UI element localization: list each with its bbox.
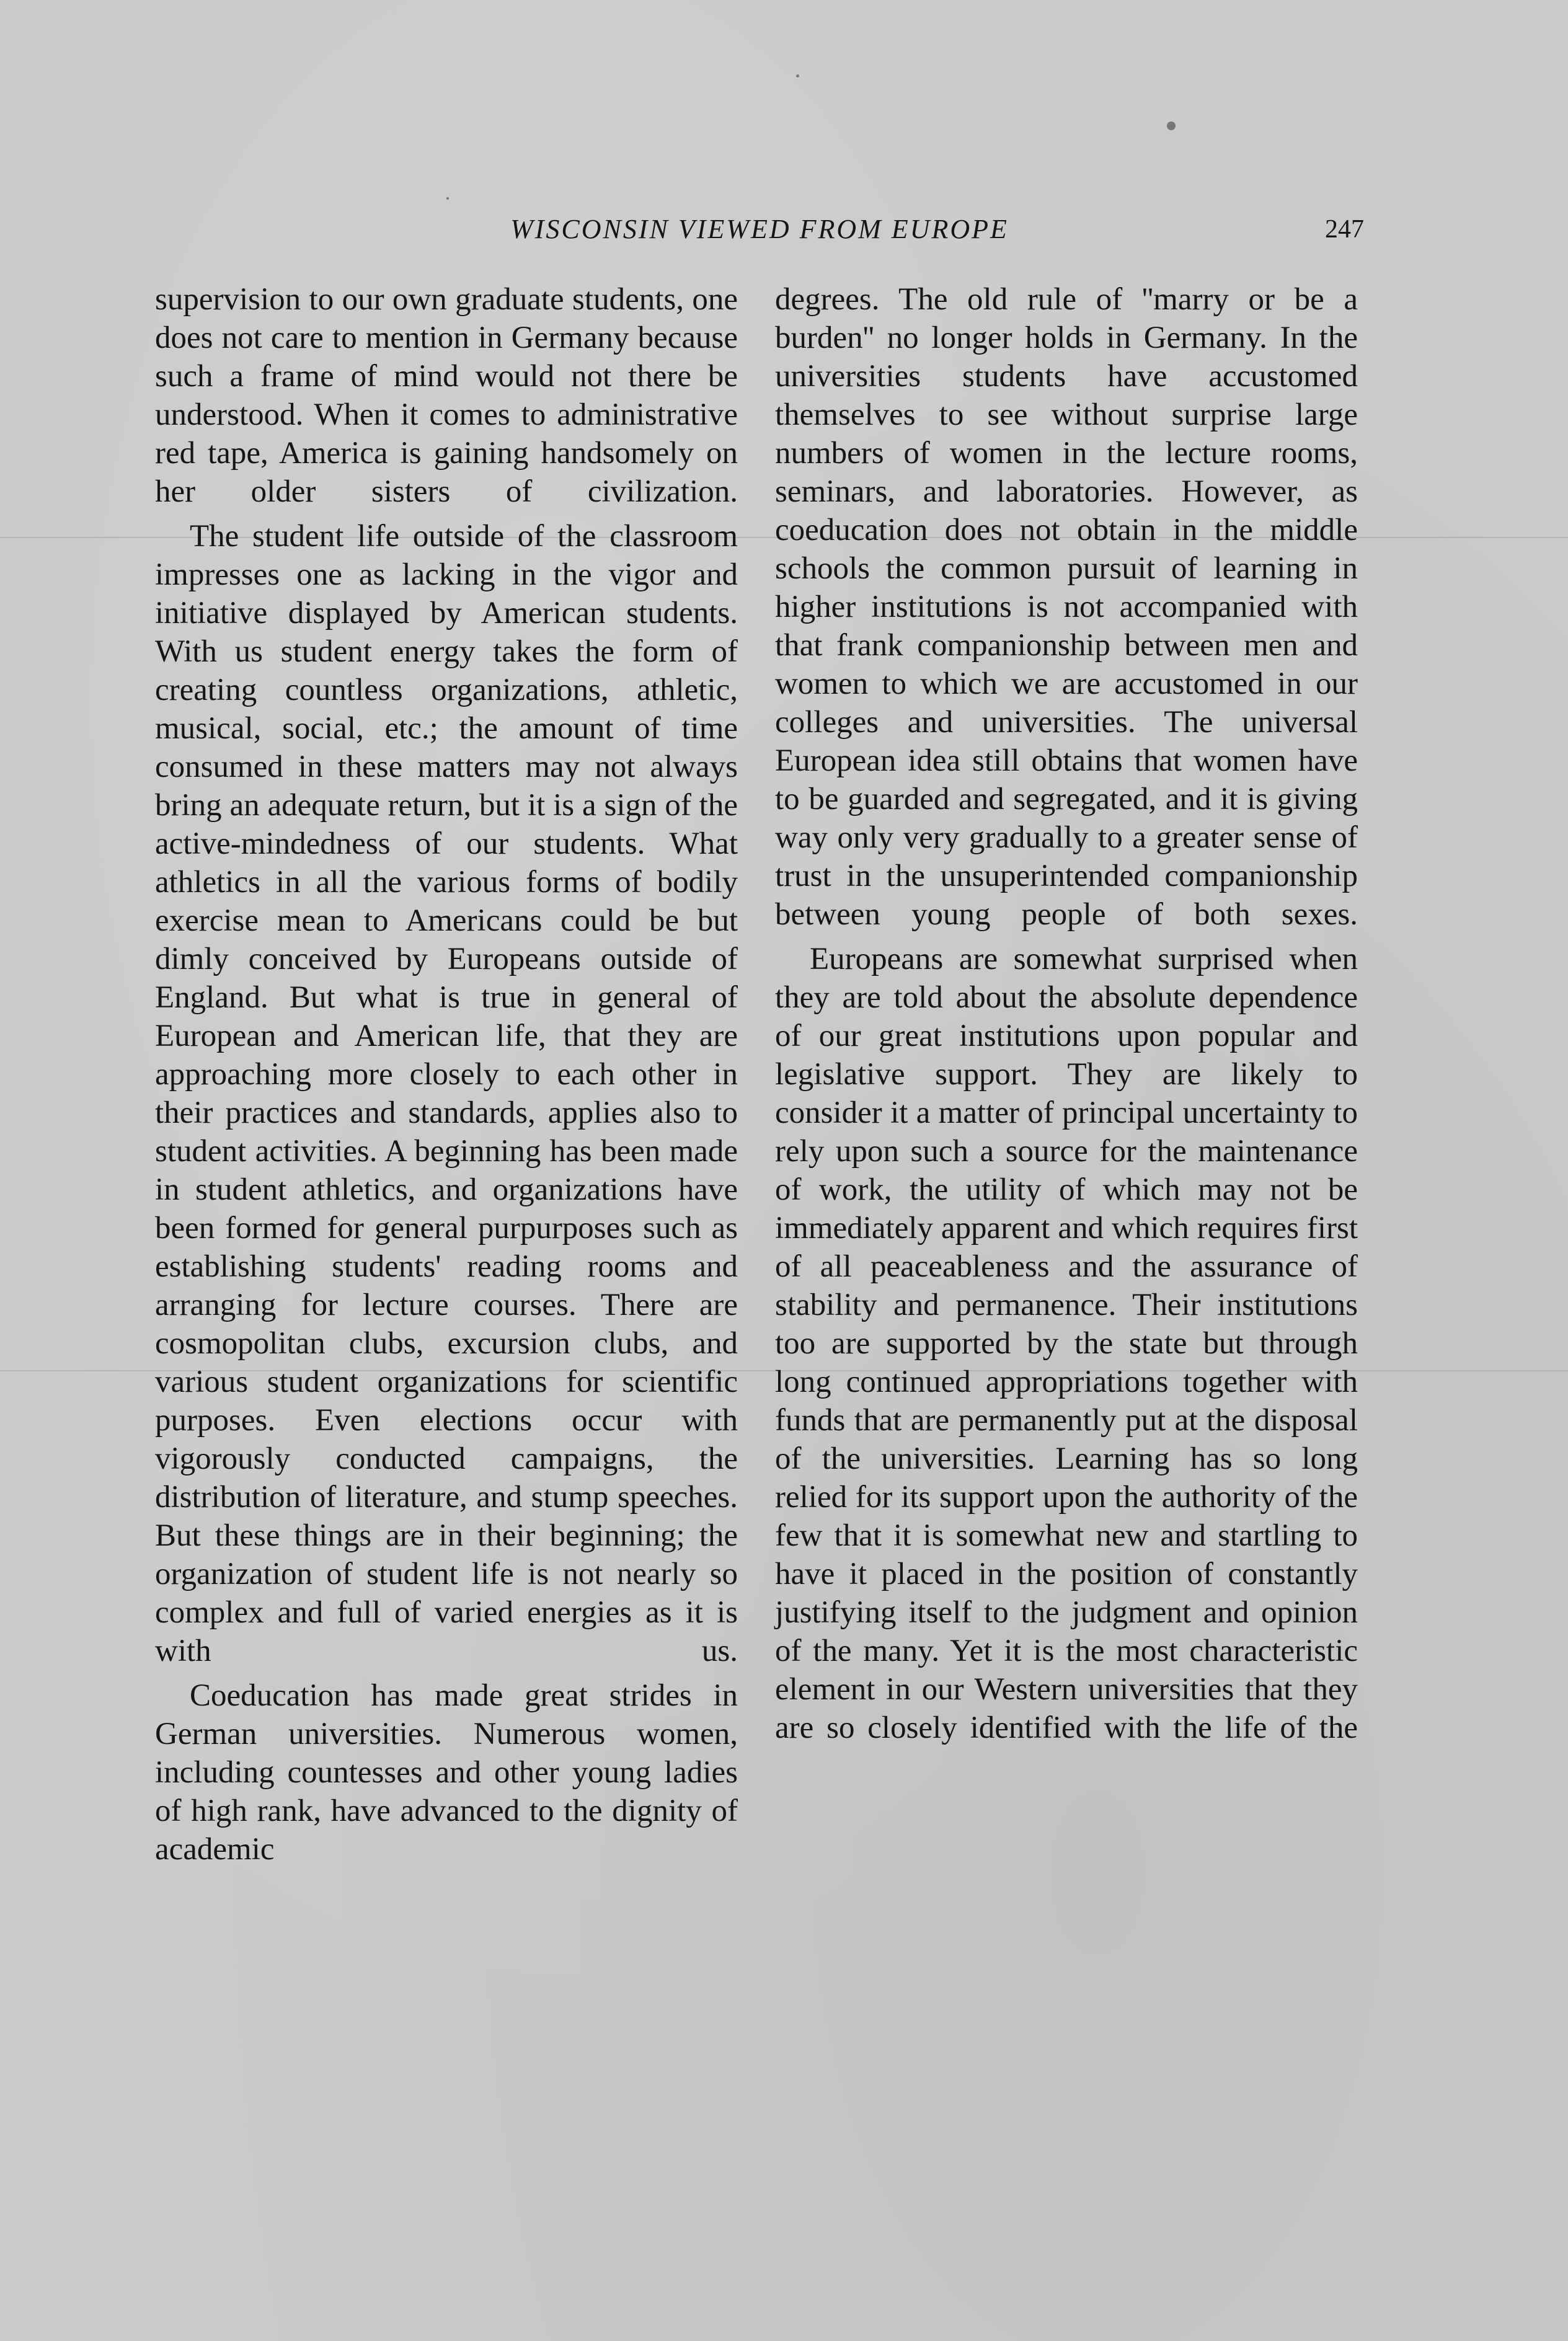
left-column <box>155 280 738 1875</box>
paper-speck <box>446 197 449 200</box>
paper-speck <box>796 74 799 77</box>
paragraph: Coeducation has made great strides in German universities. Numerous women, including countesses and other young ladies of high rank, have advanced to the dignity of academic <box>155 1678 738 1867</box>
paragraph: supervision to our own graduate students, one does not care to mention in Germany because such a frame of mind would not there be understood. When it comes to administrative red tape, America is gaining handsomely on her older sisters of civilization. <box>155 282 738 509</box>
paragraph: Europeans are somewhat surprised when they are told about the absolute dependence of our great institutions upon popular and legislative support. They are likely to consider it a matter of principal uncertainty to rely upon such a source for the maintenance of work, the utility of which may not be immediately apparent and which requires first of all peaceableness and the assurance of stability and permanence. Their institutions too are supported by the state but through long continued appropriations together with funds that are permanently put at the disposal of the universities. Learning has so long relied for its support upon the authority of the few that it is somewhat new and startling to have it placed in the position of constantly justifying itself to the judgment and opinion of the many. Yet it is the most characteristic element in our Western universities that they are so closely identified with the life of the <box>775 942 1358 1745</box>
running-head <box>155 211 1364 248</box>
paragraph: The student life outside of the classroom impresses one as lacking in the vigor and initiative displayed by American students. With us student energy takes the form of creating countless organizations, athletic, musical, social, etc.; the amount of time consumed in these matters may not always bring an adequate return, but it is a sign of the active-mindedness of our students. What athletics in all the various forms of bodily exercise mean to Americans could be but dimly conceived by Europeans outside of England. But what is true in general of European and American life, that they are approaching more closely to each other in their practices and standards, applies also to student activities. A beginning has been made in student athletics, and organizations have been formed for general purpurposes such as establishing students' reading rooms and arranging for lecture courses. There are cosmopolitan clubs, excursion clubs, and various student organizations for scientific purposes. Even elections occur with vigorously conducted campaigns, the distribution of literature, and stump speeches. But these things are in their beginning; the organization of student life is not nearly so complex and full of varied energies as it is with us. <box>155 519 738 1668</box>
paper-speck <box>1167 122 1176 130</box>
page-number: 247 <box>1325 215 1364 244</box>
paragraph: degrees. The old rule of ''marry or be a burden'' no longer holds in Germany. In the universities students have accustomed themselves to see without surprise large numbers of women in the lecture rooms, seminars, and laboratories. However, as coeducation does not obtain in the middle schools the common pursuit of learning in higher institutions is not accompanied with that frank companionship between men and women to which we are accustomed in our colleges and universities. The universal European idea still obtains that women have to be guarded and segregated, and it is giving way only very gradually to a greater sense of trust in the unsuperintended companionship between young people of both sexes. <box>775 282 1358 932</box>
right-column <box>775 280 1358 1753</box>
running-title: WISCONSIN VIEWED FROM EUROPE <box>510 214 1009 244</box>
